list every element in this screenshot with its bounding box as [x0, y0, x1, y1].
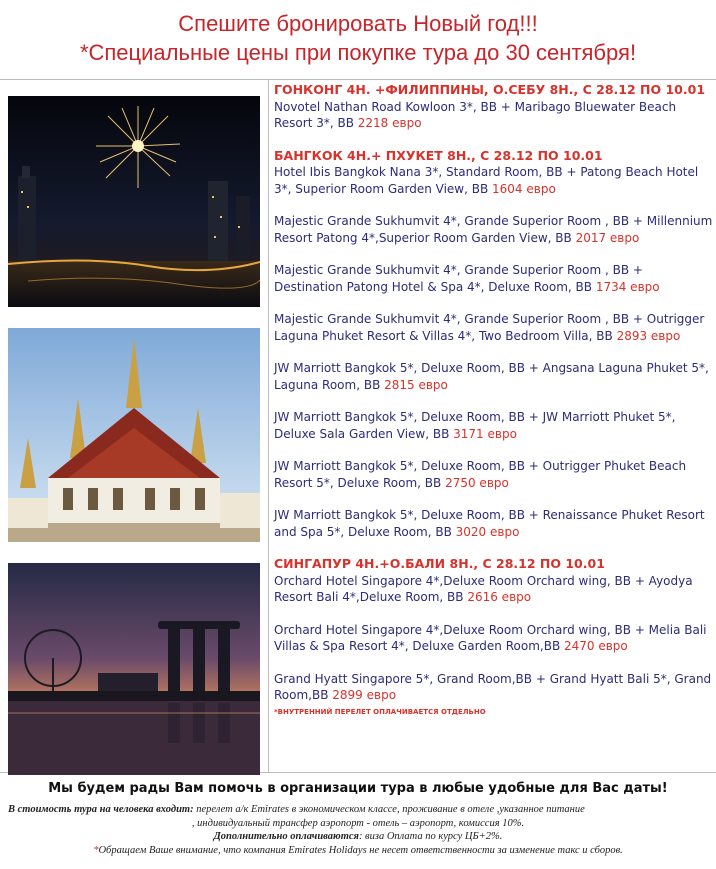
bangkok-fireworks-photo — [8, 96, 260, 307]
extra-text: : виза Оплата по курсу ЦБ+2%. — [358, 831, 503, 842]
offer-item — [274, 573, 714, 606]
headline-special-prices: *Специальные цены при покупке тура до 30 сентября! — [79, 40, 637, 65]
includes-label: В стоимость тура на человека входит: — [8, 804, 194, 815]
offer-text: Orchard Hotel Singapore 4*,Deluxe Room Orchard wing, BB + Ayodya Resort Bali 4*,Deluxe Room, BB — [274, 573, 693, 604]
section-title: СИНГАПУР 4Н.+О.БАЛИ 8Н., С 28.12 ПО 10.01 — [274, 556, 605, 571]
includes-text: перелет а/к Emirates в экономическом классе, проживание в отеле ,указанное питание — [193, 804, 585, 815]
attention-star: * — [93, 844, 99, 856]
offer-item — [274, 213, 714, 246]
offer-item — [274, 409, 714, 442]
section-title: ГОНКОНГ 4Н. +ФИЛИППИНЫ, О.СЕБУ 8Н., С 28.12 ПО 10.01 — [274, 82, 706, 97]
offer-text: Hotel Ibis Bangkok Nana 3*, Standard Room, BB + Patong Beach Hotel 3*, Superior Room Garden View, BB — [274, 165, 699, 196]
section-singapore-bali — [274, 556, 714, 704]
offer-price: 3020 евро — [455, 524, 520, 539]
offer-price: 2893 евро — [616, 328, 681, 343]
headline-book-new-year: Спешите бронировать Новый год!!! — [178, 11, 538, 36]
offer-price: 2899 евро — [332, 688, 397, 702]
offer-item — [274, 311, 714, 344]
offer-text: Novotel Nathan Road Kowloon 3*, BB + Maribago Bluewater Beach Resort 3*, BB — [274, 99, 677, 130]
offer-price: 1604 евро — [492, 181, 556, 196]
offer-text: JW Marriott Bangkok 5*, Deluxe Room, BB + Outrigger Phuket Beach Resort 5*, Deluxe Room, BB — [274, 459, 687, 490]
offer-price: 2470 евро — [564, 639, 628, 653]
offer-text: JW Marriott Bangkok 5*, Deluxe Room, BB + JW Marriott Phuket 5*, Deluxe Sala Garden View, BB — [274, 410, 676, 441]
offer-text: Orchard Hotel Singapore 4*,Deluxe Room Orchard wing, BB + Melia Bali Villas & Spa Resort 4*, Deluxe Garden Room,BB — [274, 622, 707, 653]
offer-item — [274, 99, 714, 132]
offer-item — [274, 262, 714, 295]
offer-price: 2218 евро — [357, 116, 422, 130]
column-divider — [268, 80, 269, 772]
section-hongkong-philippines — [274, 82, 714, 132]
singapore-marina-bay-photo — [8, 563, 260, 775]
domestic-flight-note: *ВНУТРЕННИЙ ПЕРЕЛЕТ ОПЛАЧИВАЕТСЯ ОТДЕЛЬНО — [274, 707, 486, 716]
offer-item — [274, 507, 714, 540]
top-divider — [0, 79, 716, 80]
section-title: БАНГКОК 4Н.+ ПХУКЕТ 8Н., С 28.12 ПО 10.01 — [274, 147, 603, 163]
offer-text: JW Marriott Bangkok 5*, Deluxe Room, BB + Renaissance Phuket Resort and Spa 5*, Deluxe Room, BB — [274, 508, 705, 539]
offers-column — [274, 82, 714, 717]
includes-text-continued: , индивидуальный трансфер аэропорт - отель – аэропорт, комиссия 10%. — [191, 817, 525, 829]
offer-price: 2750 евро — [445, 475, 509, 490]
extra-label: Дополнительно оплачиваются — [213, 831, 359, 842]
offer-item — [274, 164, 714, 197]
offer-item — [274, 360, 714, 393]
footer-terms — [8, 803, 708, 857]
offer-price: 3171 евро — [453, 426, 517, 441]
offer-price: 2616 евро — [467, 590, 532, 604]
section-bangkok-phuket — [274, 148, 714, 541]
offer-text: Grand Hyatt Singapore 5*, Grand Room,BB + Grand Hyatt Bali 5*, Grand Room,BB — [274, 671, 712, 702]
offer-price: 2815 евро — [384, 377, 448, 392]
offer-text: JW Marriott Bangkok 5*, Deluxe Room, BB + Angsana Laguna Phuket 5*, Laguna Room, BB — [274, 361, 709, 392]
offer-price: 2017 евро — [575, 230, 640, 245]
offer-item — [274, 622, 714, 655]
thai-grand-palace-photo — [8, 328, 260, 542]
attention-text: Обращаем Ваше внимание, что компания Emirates Holidays не несет ответственности за изменение такс и сборов. — [98, 844, 623, 856]
footer-title: Мы будем рады Вам помочь в организации тура в любые удобные для Вас даты! — [48, 781, 668, 796]
offer-item — [274, 458, 714, 491]
offer-text: Majestic Grande Sukhumvit 4*, Grande Superior Room , BB + Outrigger Laguna Phuket Resort & Villas 4*, Two Bedroom Villa, BB — [274, 312, 705, 343]
offer-price: 1734 евро — [595, 279, 660, 294]
offer-text: Majestic Grande Sukhumvit 4*, Grande Superior Room , BB + Millennium Resort Patong 4*,Superior Room Garden View, BB — [274, 214, 713, 245]
offer-item — [274, 671, 714, 704]
offer-text: Majestic Grande Sukhumvit 4*, Grande Superior Room , BB + Destination Patong Hotel & Spa 4*, Deluxe Room, BB — [274, 263, 643, 294]
